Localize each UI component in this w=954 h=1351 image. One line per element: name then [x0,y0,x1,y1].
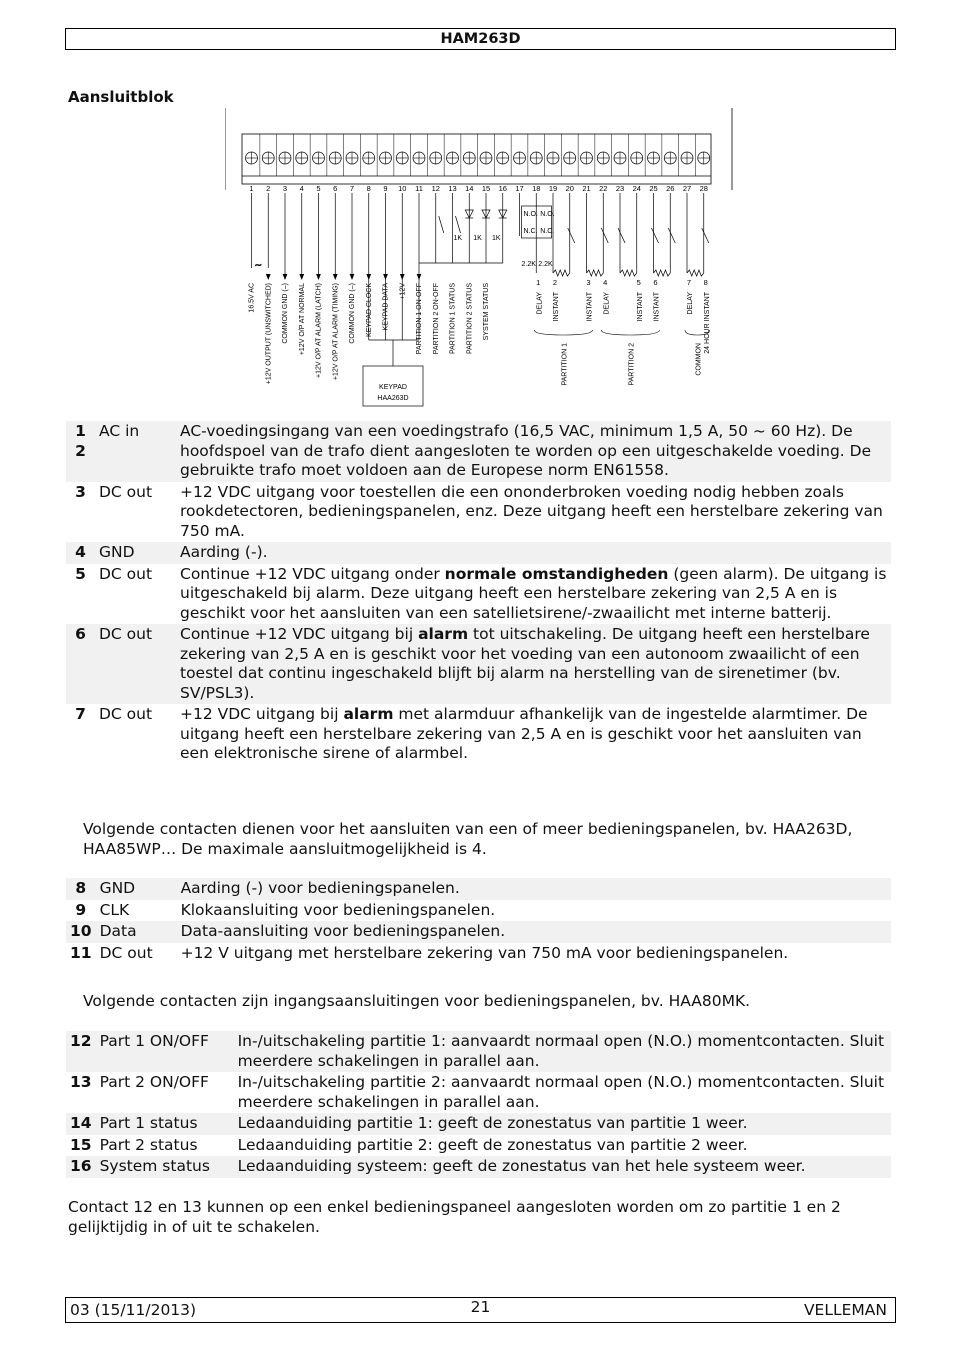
terminal-name: DC out [99,705,153,723]
table-row [66,624,891,704]
terminal-number: 8 [66,878,96,900]
zone-number: 2 [552,278,558,287]
emphasis: normale omstandigheden [444,564,669,583]
terminal-description: Klokaansluiting voor bedieningspanelen. [180,900,496,919]
resistor-label: 2.2K [521,261,536,268]
terminal-screw-icon [480,152,492,164]
resistor-label: 1K [473,235,482,242]
terminal-number: 12 [66,1031,96,1072]
terminal-screw-icon [396,152,408,164]
terminal-number: 10 [66,921,96,943]
terminal-name: AC in [95,421,176,482]
relay-contact-label: N.O. [523,211,538,218]
zone-type-label: 24 HOUR INSTANT [703,292,711,354]
terminal-description: In-/uitschakeling partitie 2: aanvaardt normaal open (N.O.) momentcontacten. Sluit meerdere schakelingen in parallel aan. [237,1073,885,1111]
terminal-number-label: 17 [515,184,524,193]
closing-paragraph: Contact 12 en 13 kunnen op een enkel bedieningspaneel aangesloten worden om zo partitie 1 en 2 gelijktijdig in of uit te schakelen. [68,1198,841,1236]
terminal-description: Continue +12 VDC uitgang bij alarm tot uitschakeling. De uitgang heeft een herstelbare zekering van 2,5 A en is geschikt voor het voeding van een autonoom zwaailicht of een toestel dat continu ingeschakeld blijft bij alarm na herstelling van de sirenetimer (bv. SV/PSL3). [176,624,891,704]
keypad-intro-paragraph: Volgende contacten dienen voor het aansluiten van een of meer bedieningspanelen, bv. HAA263D, HAA85WP… De maximale aansluitmogelijkheid is 4. [83,820,853,858]
terminal-screw-icon [631,152,643,164]
terminal-number: 13 [70,1073,92,1091]
terminal-function-label: SYSTEM STATUS [483,283,490,341]
relay-labels [454,211,555,268]
zone-number: 7 [686,278,692,287]
footer-page-number: 21 [470,1298,491,1316]
terminal-function-label: KEYPAD CLOCK [365,283,373,337]
terminal-screw-icon [463,152,475,164]
terminal-function-label: 16.5V AC [248,283,256,313]
terminal-function-label: +12V O/P AT NORMAL [298,283,306,356]
zone-type-label: INSTANT [586,292,594,322]
terminal-screws [246,134,710,176]
terminal-function-label: +12V O/P AT ALARM (TIMING) [332,283,340,381]
terminal-number: 9 [75,900,87,919]
table-row [66,482,891,543]
terminal-number-label: 28 [699,184,708,193]
terminal-number-label: 2 [266,184,271,193]
terminal-screw-icon [430,152,442,164]
terminal-screw-icon [447,152,459,164]
terminal-number-label: 15 [481,184,491,193]
terminal-description: In-/uitschakeling partitie 1: aanvaardt normaal open (N.O.) momentcontacten. Sluit meerdere schakelingen in parallel aan. [234,1031,891,1072]
terminal-number-label: 1 [249,184,254,193]
table-row [66,1031,891,1072]
terminal-number-label: 11 [415,184,423,193]
terminal-number-label: 4 [299,184,304,193]
terminal-description: Ledaanduiding systeem: geeft de zonestatus van het hele systeem weer. [234,1156,891,1178]
terminal-number: 1 2 [66,421,95,482]
zone-labels [534,278,711,386]
terminal-number-label: 10 [398,184,407,193]
emphasis: alarm [343,705,394,723]
terminal-screw-icon [648,152,660,164]
terminal-table-power [66,421,891,765]
terminal-name: DC out [99,564,153,583]
terminal-function-label: PARTITION 2 ON-OFF [432,283,440,355]
table-row [66,1135,891,1157]
keypad-box-line2: HAA263D [377,395,409,402]
table-row [66,704,891,765]
inputs-intro-paragraph: Volgende contacten zijn ingangsaansluitingen voor bedieningspanelen, bv. HAA80MK. [83,992,751,1010]
terminal-labels [249,283,491,385]
terminal-number: 11 [70,943,92,962]
terminal-name: GND [95,542,176,564]
terminal-number-label: 23 [615,184,625,193]
terminal-number: 3 [75,482,86,501]
terminal-name: CLK [99,900,130,919]
terminal-table-inputs [66,1031,891,1178]
terminal-description: Continue +12 VDC uitgang onder normale omstandigheden (geen alarm). De uitgang is uitgeschakeld bij alarm. Deze uitgang heeft een herstelbare zekering van 2,5 A en is geschikt voor het aansluiten van een satellietsirene/-zwaailicht met interne batterij. [180,564,887,622]
partition-group-label: COMMON [695,343,703,376]
table-row [66,1072,891,1113]
terminal-number-label: 7 [349,184,355,193]
terminal-table-keypad [66,878,891,964]
terminal-number-label: 14 [465,184,474,193]
terminal-name: Part 1 ON/OFF [96,1031,234,1072]
terminal-screw-icon [363,152,375,164]
zone-number: 1 [536,278,541,287]
terminal-function-label: COMMON GND (–) [282,283,289,344]
terminal-number: 7 [75,705,86,723]
zone-number: 5 [636,278,641,287]
terminal-number: 6 [66,624,95,704]
terminal-number-label: 12 [431,184,440,193]
terminal-number-label: 8 [366,184,371,193]
diagram-frame [225,108,732,190]
terminal-number-label: 19 [548,184,558,193]
table-row [66,878,891,900]
terminal-number: 14 [66,1113,96,1135]
terminal-number: 16 [66,1156,96,1178]
partition-group-label: PARTITION 1 [561,343,569,386]
terminal-function-label: KEYPAD DATA [382,283,390,331]
section-title: Aansluitblok [68,88,174,106]
terminal-screw-icon [413,152,425,164]
terminal-screw-icon [279,152,291,164]
terminal-screw-icon [346,152,358,164]
table-row [66,564,891,625]
terminal-screw-icon [681,152,693,164]
terminal-description: Ledaanduiding partitie 2: geeft de zonestatus van partitie 2 weer. [237,1135,748,1154]
terminal-screw-icon [313,152,325,164]
zone-number: 4 [603,278,608,287]
terminal-number-label: 13 [448,184,457,193]
zone-type-label: INSTANT [636,292,644,322]
terminal-description: AC-voedingsingang van een voedingstrafo (16,5 VAC, minimum 1,5 A, 50 ~ 60 Hz). De hoofdspoel van de trafo dient aangesloten te worden op een uitgeschakelde voeding. De gebruikte trafo moet voldoen aan de Europese norm EN61558. [176,421,891,482]
terminal-description: +12 V uitgang met herstelbare zekering van 750 mA voor bedieningspanelen. [180,943,789,962]
terminal-screw-icon [497,152,509,164]
terminal-block-diagram [225,108,735,420]
terminal-screw-icon [329,152,341,164]
terminal-name: Part 1 status [96,1113,234,1135]
terminal-name: Part 2 status [99,1135,198,1154]
zone-type-label: DELAY [687,292,694,315]
table-row [66,1156,891,1178]
terminal-name: DC out [99,943,153,962]
resistor-label: 1K [492,235,501,242]
terminal-number-label: 24 [632,184,641,193]
page-header [65,28,896,50]
table-row [66,542,891,564]
terminal-screw-icon [547,152,559,164]
terminal-description: Aarding (-). [176,542,891,564]
resistor-label: 2.2K [538,261,553,268]
terminal-description: +12 VDC uitgang bij alarm met alarmduur afhankelijk van de ingestelde alarmtimer. De uitgang heeft een herstelbare zekering van 2,5 A en is geschikt voor het aansluiten van een elektronische sirene of alarmbel. [180,705,868,762]
terminal-number-label: 22 [599,184,608,193]
terminal-name: System status [96,1156,234,1178]
terminal-function-label: PARTITION 2 STATUS [466,283,474,355]
terminal-number: 4 [66,542,95,564]
terminal-description: Data-aansluiting voor bedieningspanelen. [177,921,891,943]
keypad-box-line1: KEYPAD [379,384,407,391]
relay-contact-label: N.O. [540,211,555,218]
terminal-screw-icon [597,152,609,164]
svg-text:~: ~ [254,261,263,271]
terminal-screw-icon [614,152,626,164]
terminal-name: GND [96,878,177,900]
terminal-function-label: +12V OUTPUT (UNSWITCHED) [265,283,273,385]
terminal-description: Ledaanduiding partitie 1: geeft de zonestatus van partitie 1 weer. [234,1113,891,1135]
terminal-description: Aarding (-) voor bedieningspanelen. [177,878,891,900]
terminal-name: DC out [95,624,176,704]
terminal-function-label: PARTITION 1 ON-OFF [416,283,423,355]
table-row [66,921,891,943]
emphasis: alarm [418,625,469,643]
zone-type-label: INSTANT [553,292,560,322]
terminal-screw-icon [296,152,308,164]
terminal-number-label: 26 [666,184,675,193]
terminal-screw-icon [698,152,710,164]
terminal-number-label: 20 [565,184,574,193]
terminal-screw-icon [564,152,576,164]
terminal-screw-icon [514,152,526,164]
terminal-number: 15 [70,1135,92,1154]
table-row [66,1113,891,1135]
footer-brand: VELLEMAN [803,1301,887,1319]
table-row [66,943,891,965]
zone-number: 3 [586,278,591,287]
terminal-screw-icon [246,152,258,164]
terminal-function-label: PARTITION 1 STATUS [449,283,457,355]
terminal-screw-icon [380,152,392,164]
terminal-number-label: 9 [383,184,388,193]
partition-group-label: PARTITION 2 [628,343,636,386]
page-footer [65,1297,896,1323]
terminal-number-label: 5 [316,184,321,193]
terminal-number: 5 [75,564,86,583]
terminal-number-label: 3 [282,184,288,193]
zone-type-label: INSTANT [653,292,661,322]
terminal-screw-icon [664,152,676,164]
terminal-function-label: COMMON GND (–) [349,283,356,344]
header-title: HAM263D [440,31,521,47]
resistor-label: 1K [453,235,463,242]
footer-version: 03 (15/11/2013) [70,1301,197,1319]
terminal-description: +12 VDC uitgang voor toestellen die een ononderbroken voeding nodig hebben zoals rookdetectoren, bedieningspanelen, enz. Deze uitgang heeft een herstelbare zekering van 750 mA. [180,482,883,540]
terminal-screw-icon [530,152,542,164]
relay-contact-label: N.C. [540,228,555,235]
zone-number: 6 [653,278,658,287]
terminal-function-label: +12V O/P AT ALARM (LATCH) [315,283,323,378]
zone-number: 8 [703,278,708,287]
terminal-screw-icon [262,152,274,164]
table-row [66,421,891,482]
terminal-function-label: +12V [399,283,407,300]
table-row [66,900,891,922]
terminal-number-label: 21 [582,184,591,193]
relay-contact-label: N.C. [523,228,538,235]
terminal-name: Part 2 ON/OFF [99,1073,209,1091]
zone-type-label: DELAY [536,292,544,315]
terminal-number-label: 6 [333,184,338,193]
terminal-number-label: 27 [682,184,692,193]
terminal-number-label: 18 [532,184,541,193]
terminal-number-label: 16 [498,184,507,193]
zone-type-label: DELAY [603,292,611,315]
terminal-number-label: 25 [649,184,658,193]
terminal-name: DC out [99,482,153,501]
terminal-screw-icon [581,152,593,164]
terminal-number-row [249,184,708,193]
terminal-name: Data [96,921,177,943]
